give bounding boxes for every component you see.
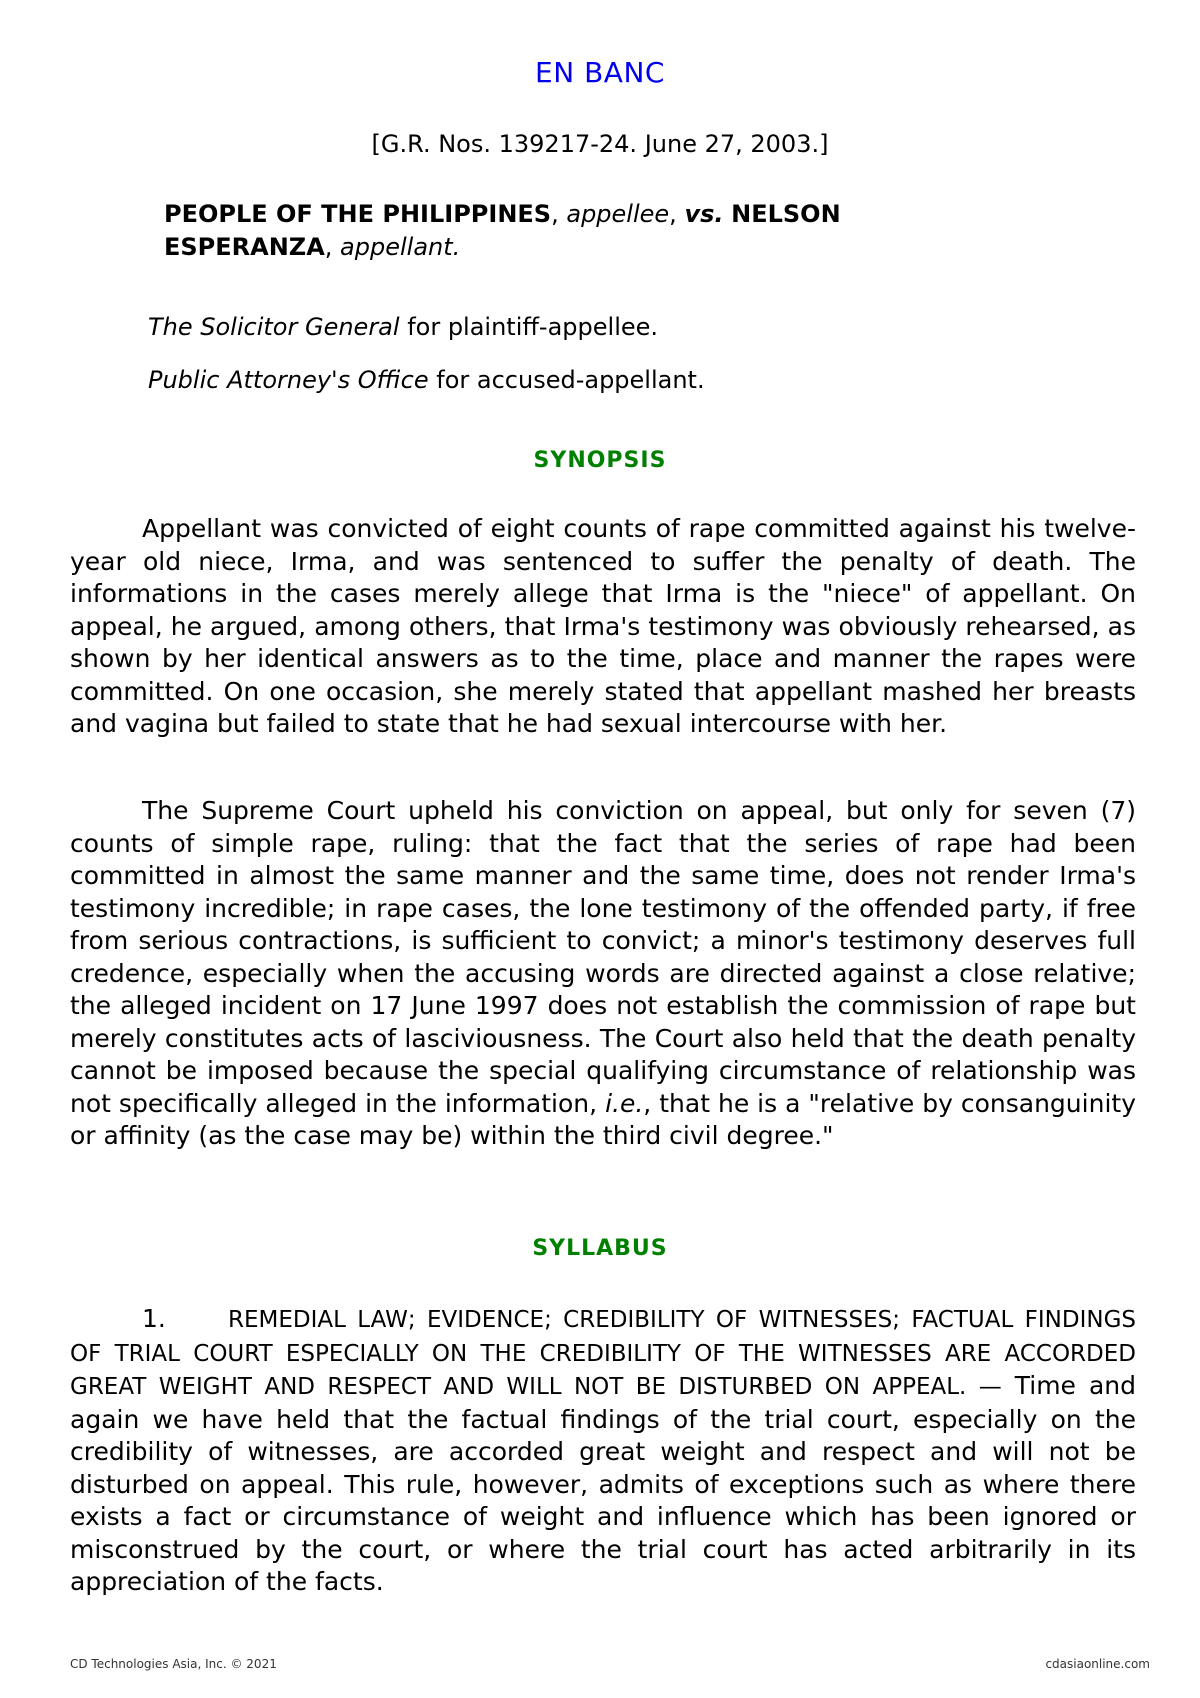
footer-copyright: CD Technologies Asia, Inc. © 2021 xyxy=(70,1657,277,1671)
syllabus-item-text: Time and again we have held that the factual findings of the trial court, especially on the credibility of witnesses, are accorded great weight and respect and will not be disturbed on appeal. This rule, however, admits of exceptions such as where there exists a fact or circumstance of weight and influence which has been ignored or misconstrued by the court, or where the trial court has acted arbitrarily in its appreciation of the facts. xyxy=(70,1371,1136,1596)
footer-website: cdasiaonline.com xyxy=(1045,1657,1150,1671)
plaintiff-role: appellee xyxy=(566,200,670,228)
synopsis-heading: SYNOPSIS xyxy=(533,448,667,473)
counsel-defendant xyxy=(148,366,705,394)
counsel-role: for plaintiff-appellee. xyxy=(399,313,659,341)
synopsis-text: , that he is a "relative by consanguinity or affinity (as the case may be) within the third civil degree." xyxy=(70,1088,1136,1150)
counsel-plaintiff xyxy=(148,313,658,341)
counsel-name: The Solicitor General xyxy=(148,313,400,341)
division-heading: EN BANC xyxy=(535,56,665,89)
counsel-name: Public Attorney's Office xyxy=(148,366,429,394)
syllabus-item-1 xyxy=(70,1303,1136,1599)
syllabus-item-caption: REMEDIAL LAW; EVIDENCE; CREDIBILITY OF WITNESSES; FACTUAL FINDINGS OF TRIAL COURT ESPECIALLY ON THE CREDIBILITY OF THE WITNESSES ARE ACCORDED GREAT WEIGHT AND RESPECT AND WILL NOT BE DISTURBED ON APPEAL. — xyxy=(70,1307,1136,1400)
defendant-role: appellant. xyxy=(340,233,461,261)
plaintiff-name: PEOPLE OF THE PHILIPPINES xyxy=(164,200,552,228)
synopsis-paragraph-1: Appellant was convicted of eight counts of rape committed against his twelve-year old niece, Irma, and was sentenced to suffer the penalty of death. The informations in the cases merely allege that Irma is the "niece" of appellant. On appeal, he argued, among others, that Irma's testimony was obviously rehearsed, as shown by her identical answers as to the time, place and manner the rapes were committed. On one occasion, she merely stated that appellant mashed her breasts and vagina but failed to state that he had sexual intercourse with her. xyxy=(70,514,1136,738)
case-number: [G.R. Nos. 139217-24. June 27, 2003.] xyxy=(371,130,829,158)
ie-abbreviation: i.e. xyxy=(605,1088,644,1118)
syllabus-heading: SYLLABUS xyxy=(532,1236,668,1261)
defendant-name: NELSON ESPERANZA xyxy=(164,200,841,261)
case-parties: PEOPLE OF THE PHILIPPINES, appellee, vs. NELSON ESPERANZA, appellant. xyxy=(164,200,841,261)
synopsis-paragraph-2 xyxy=(70,795,1136,1153)
syllabus-item-number: 1. xyxy=(142,1304,166,1333)
synopsis-text: The Supreme Court upheld his conviction on appeal, but only for seven (7) counts of simple rape, ruling: that the fact that the series of rape had been committed in almost the same manner and the same time, does not render Irma's testimony incredible; in rape cases, the lone testimony of the offended party, if free from serious contractions, is sufficient to convict; a minor's testimony deserves full credence, especially when the accusing words are directed against a close relative; the alleged incident on 17 June 1997 does not establish the commission of rape but merely constitutes acts of lasciviousness. The Court also held that the death penalty cannot be imposed because the special qualifying circumstance of relationship was not specifically alleged in the information, xyxy=(70,796,1136,1118)
counsel-role: for accused-appellant. xyxy=(428,366,705,394)
versus-label: vs. xyxy=(684,200,724,228)
